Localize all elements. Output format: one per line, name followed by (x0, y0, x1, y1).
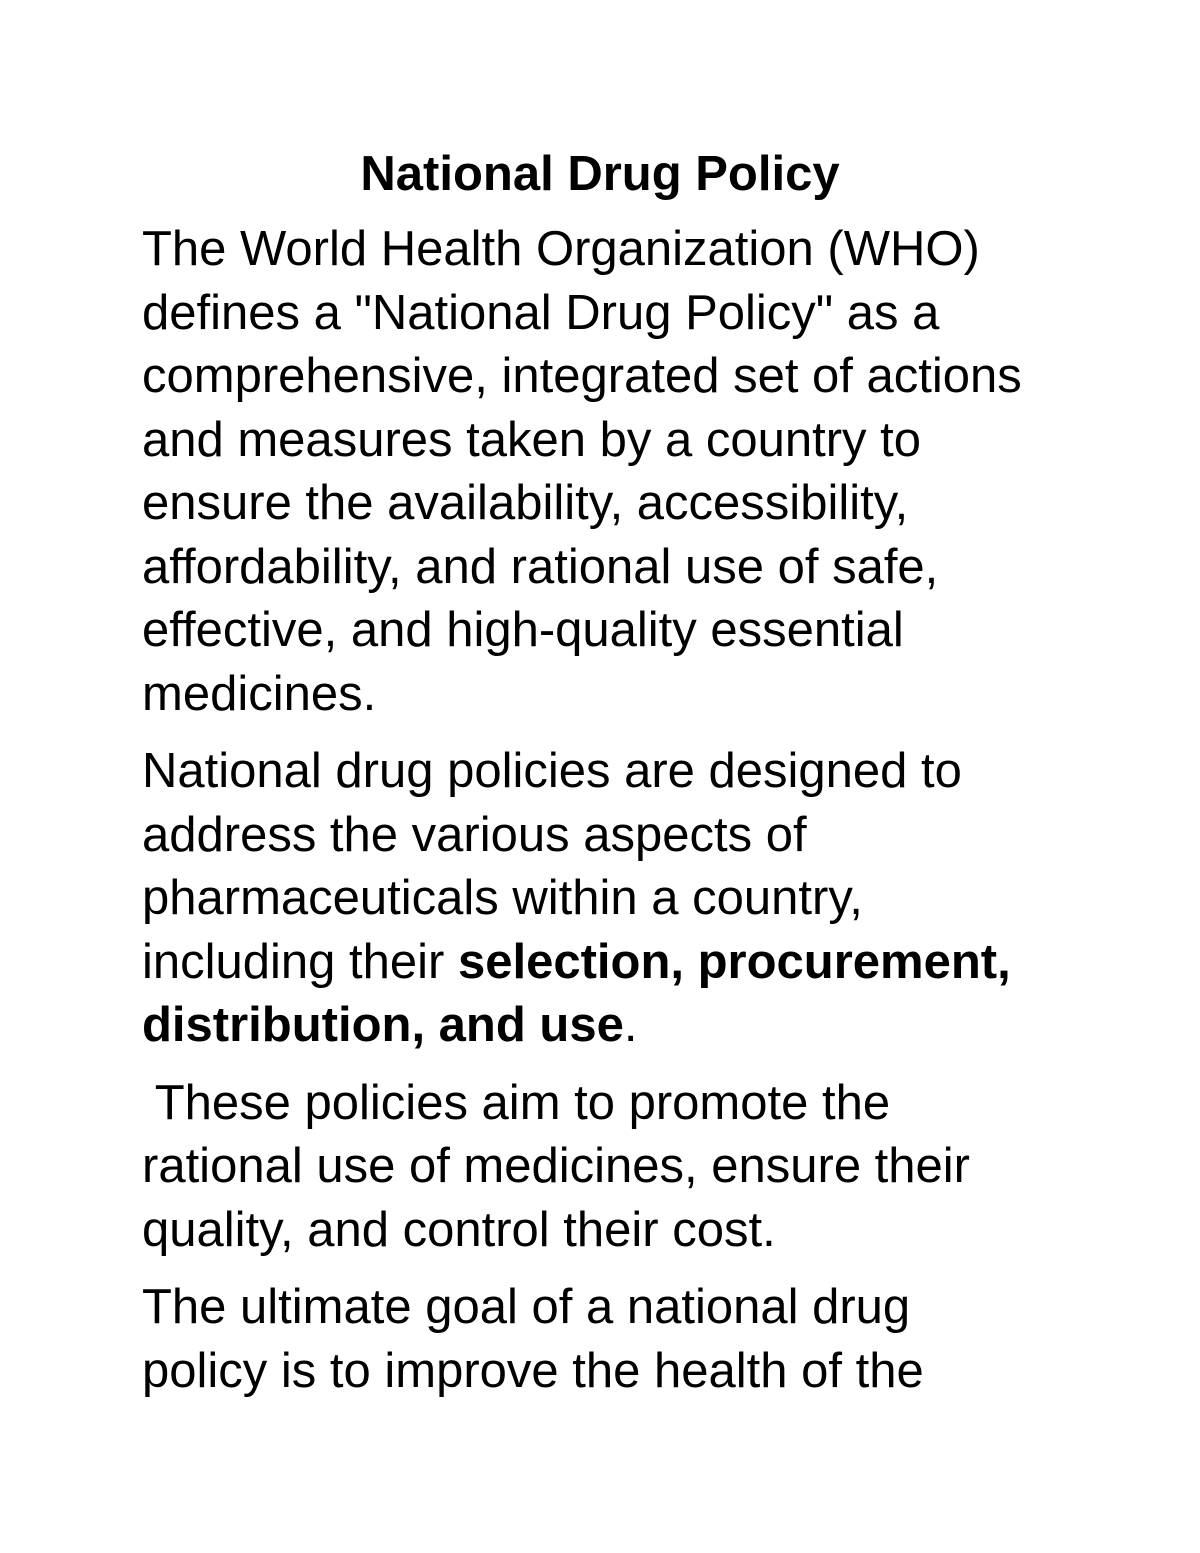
bold-text-run: distribution, and use (142, 998, 624, 1052)
text-line: rational use of medicines, ensure their (142, 1139, 970, 1193)
paragraph-policy-scope (142, 740, 1102, 1058)
text-line: defines a "National Drug Policy" as a (142, 285, 940, 340)
text-line: The World Health Organization (WHO) (142, 222, 980, 276)
text-line: address the various aspects of (142, 807, 807, 862)
paragraph-policy-aims (142, 1072, 1102, 1263)
bold-text-run: selection, procurement, (457, 934, 1011, 989)
paragraph-who-definition (142, 218, 1102, 726)
text-line: and measures taken by a country to (142, 412, 921, 467)
document-title: National Drug Policy (360, 147, 840, 201)
text-line: medicines. (142, 666, 377, 721)
text-line: affordability, and rational use of safe, (142, 539, 939, 594)
text-line: These policies aim to promote the (142, 1075, 891, 1130)
text-line-mixed (142, 994, 1102, 1058)
text-line: comprehensive, integrated set of actions (142, 349, 1022, 403)
paragraph-ultimate-goal (142, 1276, 1102, 1403)
text-line: policy is to improve the health of the (142, 1343, 924, 1398)
text-line-mixed (142, 931, 1102, 995)
text-line: The ultimate goal of a national drug (142, 1280, 911, 1334)
document-body (142, 218, 1102, 1417)
text-line: pharmaceuticals within a country, (142, 871, 863, 925)
text-line: quality, and control their cost. (142, 1202, 776, 1257)
text-line: ensure the availability, accessibility, (142, 476, 909, 530)
text-line: effective, and high-quality essential (142, 603, 904, 657)
text-line: National drug policies are designed to (142, 744, 962, 798)
text-run: . (623, 998, 638, 1052)
text-run: including their (142, 934, 458, 989)
